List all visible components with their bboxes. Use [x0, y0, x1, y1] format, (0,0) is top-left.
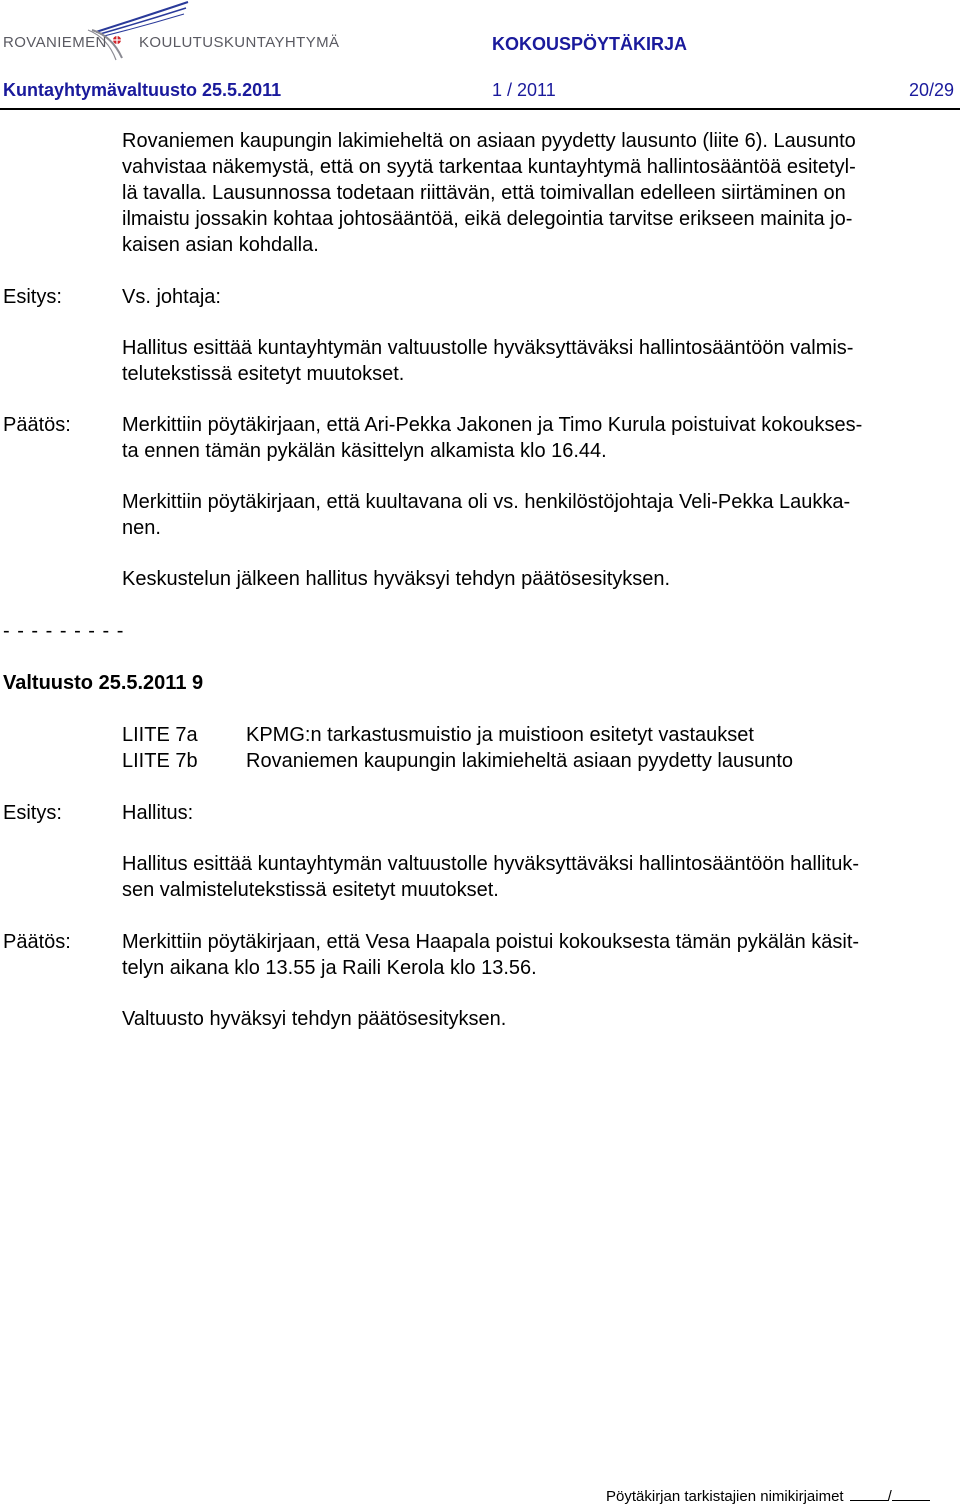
document-type: KOKOUSPÖYTÄKIRJA — [492, 34, 688, 54]
paragraph-line: telyn aikana klo 13.55 ja Raili Kerola klo 13.56. — [122, 957, 537, 979]
decision-paragraph: Valtuusto hyväksyi tehdyn päätösesityksen. — [122, 1008, 507, 1030]
decision-paragraph — [122, 929, 956, 981]
section-title: Valtuusto 25.5.2011 9 — [3, 672, 204, 694]
paragraph-line: vahvistaa näkemystä, että on syytä tarkentaa kuntayhtymä hallintosääntöä esitetyl- — [122, 156, 856, 178]
paragraph-line: Merkittiin pöytäkirjaan, että kuultavana oli vs. henkilöstöjohtaja Veli-Pekka Laukka- — [122, 491, 851, 513]
paragraph-line: lä tavalla. Lausunnossa todetaan riittävän, että toimivallan edelleen siirtäminen on — [122, 182, 846, 204]
intro-paragraph — [122, 128, 956, 258]
initials-blank — [892, 1488, 930, 1501]
attachment-text: KPMG:n tarkastusmuistio ja muistioon esitetyt vastaukset — [246, 724, 754, 746]
presenter: Hallitus: — [122, 802, 194, 824]
esitys-label: Esitys: — [3, 802, 62, 824]
proposal-paragraph — [122, 851, 956, 903]
logo-text-right: KOULUTUSKUNTAYHTYMÄ — [139, 34, 340, 51]
paragraph-line: sen valmistelutekstissä esitetyt muutokset. — [122, 879, 499, 901]
paatos-label: Päätös: — [3, 414, 71, 436]
attachment-code: LIITE 7a — [122, 724, 198, 746]
meeting-title: Kuntayhtymävaltuusto 25.5.2011 — [3, 80, 282, 100]
paragraph-line: Merkittiin pöytäkirjaan, että Vesa Haapala poistui kokouksesta tämän pykälän käsit- — [122, 931, 860, 953]
issue-number: 1 / 2011 — [492, 80, 556, 100]
initials-blank — [850, 1488, 888, 1501]
paragraph-line: Rovaniemen kaupungin lakimieheltä on asiaan pyydetty lausunto (liite 6). Lausunto — [122, 130, 856, 152]
footer-initials — [606, 1487, 930, 1507]
footer-label: Pöytäkirjan tarkistajien nimikirjaimet — [606, 1488, 844, 1505]
decision-paragraph: Keskustelun jälkeen hallitus hyväksyi tehdyn päätösesityksen. — [122, 568, 671, 590]
page-number: 20/29 — [908, 80, 954, 100]
paragraph-line: nen. — [122, 517, 161, 539]
paragraph-line: ilmaistu jossakin kohtaa johtosääntöä, eikä delegointia tarvitse erikseen mainita jo- — [122, 208, 853, 230]
paatos-label: Päätös: — [3, 931, 71, 953]
header-divider — [0, 108, 960, 110]
paragraph-line: ta ennen tämän pykälän käsittelyn alkamista klo 16.44. — [122, 440, 607, 462]
logo-text-left: ROVANIEMEN — [3, 34, 107, 51]
attachment-text: Rovaniemen kaupungin lakimieheltä asiaan pyydetty lausunto — [246, 750, 794, 772]
paragraph-line: telutekstissä esitetyt muutokset. — [122, 363, 405, 385]
attachment-code: LIITE 7b — [122, 750, 198, 772]
section-separator: - - - - - - - - - — [3, 620, 125, 642]
paragraph-line: Hallitus esittää kuntayhtymän valtuustolle hyväksyttäväksi hallintosääntöön hallituk- — [122, 853, 860, 875]
decision-paragraph — [122, 489, 956, 541]
organization-logo — [0, 0, 340, 62]
esitys-label: Esitys: — [3, 286, 62, 308]
presenter: Vs. johtaja: — [122, 286, 221, 308]
paragraph-line: Merkittiin pöytäkirjaan, että Ari-Pekka Jakonen ja Timo Kurula poistuivat kokoukses- — [122, 414, 863, 436]
logo-swoosh-icon — [0, 0, 340, 62]
footer-separator: / — [887, 1488, 892, 1505]
paragraph-line: Hallitus esittää kuntayhtymän valtuustolle hyväksyttäväksi hallintosääntöön valmis- — [122, 337, 854, 359]
decision-paragraph — [122, 412, 956, 464]
paragraph-line: kaisen asian kohdalla. — [122, 234, 319, 256]
proposal-paragraph — [122, 335, 956, 387]
